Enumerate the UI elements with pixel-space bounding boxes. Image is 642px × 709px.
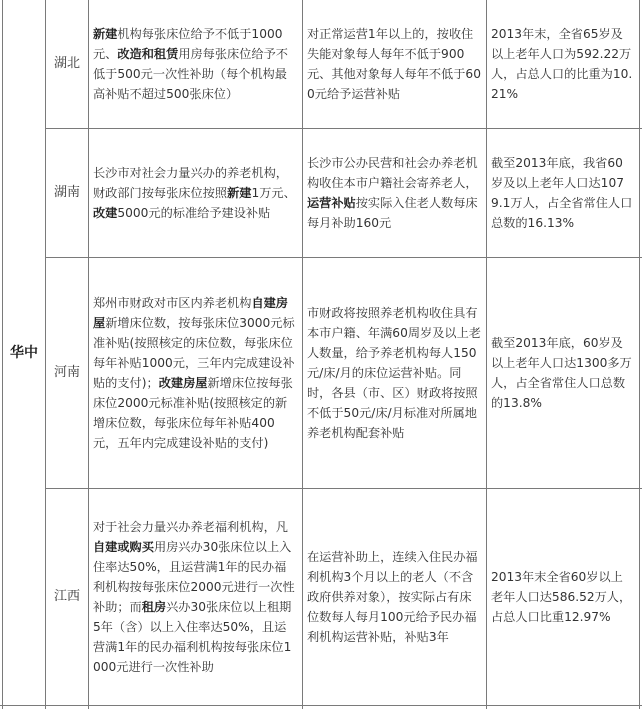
construction-subsidy-text [93,163,298,223]
text-run: 新增床位数，按每张床位3000元标准补贴(按照核定的床位数，每张床位每年补贴1000元，三年内完成建设补贴的支付)； [93,316,295,390]
bold-run: 改建房屋 [158,376,208,390]
population-text [491,567,635,627]
construction-subsidy-cell [89,6,302,122]
operation-subsidy-cell [303,492,486,702]
text-run: 对正常运营1年以上的，按收住失能对象每人每年不低于900元、其他对象每人每年不低于600元给予运营补贴 [307,27,481,101]
province-cell [46,489,88,705]
operation-subsidy-cell [303,262,486,484]
text-run: 截至2013年底，60岁及以上老年人口达1300多万人，占全省常住人口总数的13.8% [491,336,632,410]
population-cell [487,492,639,702]
bold-run: 运营补贴 [307,196,356,210]
construction-subsidy-text [93,24,298,104]
operation-subsidy-text [307,24,482,104]
bold-run: 改造和租赁 [117,47,179,61]
table-rule [45,257,642,258]
text-run: 按实际入住老人数每床每月补助160元 [307,196,478,230]
construction-subsidy-text [93,517,298,677]
population-cell [487,262,639,484]
construction-subsidy-cell [89,492,302,702]
construction-subsidy-cell [89,133,302,253]
text-run: 新增床位按每张床位2000元标准补贴(按照核定的新增床位数，每张床位每年补贴400元，五年内完成建设补贴的支付) [93,376,293,450]
province-label: 河南 [53,365,80,380]
population-cell [487,6,639,122]
text-run: 长沙市对社会力量兴办的养老机构，财政部门按每张床位按照 [93,166,288,200]
population-text [491,153,635,233]
region-cell [3,0,45,705]
text-run: 1万元、 [251,186,296,200]
text-run: 用房每张床位给予不低于500元一次性补助（每个机构最高补贴不超过500张床位） [93,47,288,101]
text-run: 对于社会力量兴办养老福利机构，凡 [93,520,288,534]
bold-run: 自建房屋 [93,296,288,330]
text-run: 郑州市财政对市区内养老机构 [93,296,252,310]
table-rule [639,0,640,709]
population-text [491,24,635,104]
region-label: 华中 [10,344,38,361]
text-run: 5000元的标准给予建设补贴 [117,206,271,220]
province-label: 江西 [53,589,80,604]
construction-subsidy-cell [89,262,302,484]
text-run: 2013年末，全省65岁及以上老年人口为592.22万人，占总人口的比重为10.21% [491,27,633,101]
text-run: 2013年末全省60岁以上老年人口达586.52万人，占总人口比重12.97% [491,570,632,624]
table-rule [45,488,642,489]
table-rule [0,705,642,706]
table-rule [45,128,642,129]
bold-run: 新建 [227,186,252,200]
text-run: 在运营补助上，连续入住民办福利机构3个月以上的老人（不含政府供养对象），按实际占有床位数每人每月100元给予民办福利机构运营补贴，补贴3年 [307,550,478,644]
text-run: 市财政将按照养老机构收住具有本市户籍、年满60周岁及以上老人数量，给予养老机构每人150元/床/月的床位运营补贴。同时，各县（市、区）财政将按照不低于50元/床/月标准对所属地养老机构配套补贴 [307,306,481,440]
text-run: 兴办30张床位以上租期5年（含）以上入住率达50%，且运营满1年的民办福利机构按每张床位1000元进行一次性补助 [93,600,292,674]
text-run: 用房兴办30张床位以上入住率达50%，且运营满1年的民办福利机构按每张床位2000元进行一次性补助；而 [93,540,295,614]
operation-subsidy-text [307,547,482,647]
province-cell [46,258,88,488]
population-cell [487,133,639,253]
text-run: 截至2013年底，我省60岁及以上老年人口达1079.1万人，占全省常住人口总数的16.13% [491,156,633,230]
bold-run: 新建 [93,27,118,41]
bold-run: 租房 [141,600,167,614]
operation-subsidy-cell [303,133,486,253]
bold-run: 改建 [93,206,118,220]
province-label: 湖北 [53,56,80,71]
text-run: 机构每张床位给予不低于1000元、 [93,27,283,61]
operation-subsidy-cell [303,6,486,122]
population-text [491,333,635,413]
bold-run: 自建或购买 [93,540,154,554]
operation-subsidy-text [307,153,482,233]
construction-subsidy-text [93,293,298,453]
province-cell [46,129,88,257]
operation-subsidy-text [307,303,482,443]
province-label: 湖南 [53,185,80,200]
text-run: 长沙市公办民营和社会办养老机构收住本市户籍社会寄养老人， [307,156,478,190]
province-cell [46,0,88,128]
